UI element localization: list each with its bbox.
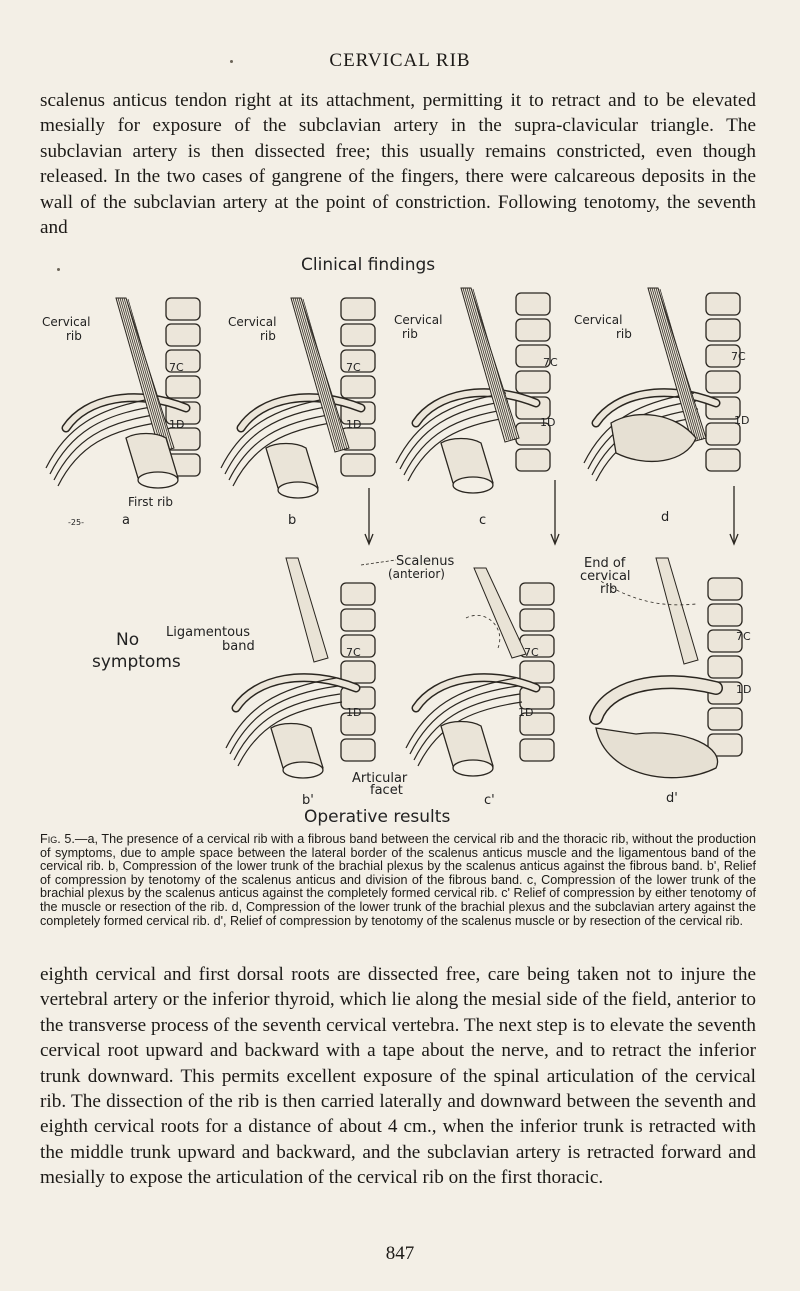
panel-c-prime-facet-1: Articular	[352, 771, 408, 786]
scalenus-label-2: (anterior)	[388, 567, 445, 581]
panel-b-letter: b	[288, 513, 297, 528]
panel-c-prime-vert-upper: 7C	[524, 646, 539, 659]
panel-d-prime-end-2: cervical	[580, 569, 631, 584]
panel-d-prime-end-1: End of	[584, 556, 626, 571]
panel-a-vert-lower: 1D	[169, 418, 185, 431]
panel-c-label-1: Cervical	[394, 313, 443, 327]
figure-caption	[40, 833, 756, 928]
figure-top-heading: Clinical findings	[301, 255, 436, 275]
side-label-symptoms: symptoms	[92, 652, 181, 672]
running-title: CERVICAL RIB	[329, 50, 471, 71]
panel-c-letter: c	[479, 513, 487, 528]
panel-b-label-1: Cervical	[228, 315, 277, 329]
panel-d-letter: d	[661, 510, 670, 525]
panel-d-prime-end-3: rib	[600, 582, 618, 597]
panel-d-label-1: Cervical	[574, 313, 623, 327]
panel-b-prime	[166, 558, 375, 808]
body-paragraph-bottom: eighth cervical and first dorsal roots are dissected free, care being taken not to injure the vertebral artery or the inferior thyroid, which lie along the mesial side of the field, anterior to the transverse process of the seventh cervical vertebra. The next step is to elevate the seventh cervical root upward and backward with a tape about the nerve, and to retract the inferior trunk downward. This permits excellent exposure of the spinal articulation of the cervical rib. The dissection of the rib is then carried laterally and downward between the seventh and eighth cervical roots for a distance of about 4 cm., when the inferior trunk is retracted with the middle trunk upward and backward, and the subclavian artery is retracted forward and mesially to expose the articulation of the cervical rib on the first thoracic.	[40, 964, 756, 1189]
panel-c-prime-vert-lower: 1D	[518, 706, 534, 719]
panel-c	[394, 288, 558, 528]
panel-d-prime-vert-lower: 1D	[736, 683, 752, 696]
panel-d-prime-vert-upper: 7C	[736, 630, 751, 643]
panel-c-prime-facet-2: facet	[370, 783, 403, 798]
panel-a-vert-upper: 7C	[169, 361, 184, 374]
panel-c-vert-upper: 7C	[543, 356, 558, 369]
panel-b-prime-vert-lower: 1D	[346, 706, 362, 719]
panel-d-prime	[580, 556, 751, 806]
panel-d-prime-letter: d'	[666, 791, 678, 806]
scalenus-leader	[361, 560, 396, 565]
panel-b-prime-letter: b'	[302, 793, 314, 808]
panel-c-prime	[352, 568, 554, 808]
panel-a-letter: a	[122, 513, 130, 528]
panel-b-prime-ligament-2: band	[222, 639, 255, 654]
side-label-no: No	[116, 630, 140, 650]
panel-a	[42, 298, 200, 528]
panel-b-prime-ligament-1: Ligamentous	[166, 625, 251, 640]
panel-c-prime-letter: c'	[484, 793, 495, 808]
figure-bottom-heading: Operative results	[304, 807, 451, 827]
panel-d-vert-upper: 7C	[731, 350, 746, 363]
figure-5	[36, 248, 766, 830]
panel-c-label-2: rib	[402, 327, 418, 341]
page-number: 847	[385, 1243, 415, 1264]
panel-a-first-rib: First rib	[128, 495, 173, 509]
figure-caption-text: —a, The presence of a cervical rib with a fibrous band between the cervical rib and the thoracic rib, without the production of symptoms, due to ample space between the lateral border of the scalenus anticus muscle and the ligamentous band of the cervical rib. b, Compression of the lower trunk of the brachial plexus by the scalenus anticus against the fibrous band. b', Relief of compression by tenotomy of the scalenus anticus and division of the fibrous band. c, Compression of the lower trunk of the brachial plexus by the scalenus anticus against the completely formed cervical rib. c' Relief of compression by either tenotomy of the muscle or resection of the rib. d, Compression of the lower trunk of the brachial plexus and the subclavian artery against the completely formed cervical rib. d', Relief of compression by tenotomy of the scalenus muscle or by resection of the cervical rib.	[40, 832, 756, 928]
scalenus-label-1: Scalenus	[396, 554, 455, 569]
body-paragraph-top: scalenus anticus tendon right at its attachment, permitting it to retract and to be elevated mesially for exposure of the subclavian artery in the supra-clavicular triangle. The subclavian artery is then dissected free; this usually remains constricted, even though released. In the two cases of gangrene of the fingers, there were calcareous deposits in the wall of the subclavian artery at the point of constriction. Following tenotomy, the seventh and	[40, 90, 756, 239]
panel-d-label-2: rib	[616, 327, 632, 341]
panel-a-scale-note: -25-	[68, 518, 84, 527]
panel-b-label-2: rib	[260, 329, 276, 343]
panel-a-label-2: rib	[66, 329, 82, 343]
figure-caption-label: Fig. 5.	[40, 832, 75, 846]
panel-b-prime-vert-upper: 7C	[346, 646, 361, 659]
panel-a-label-1: Cervical	[42, 315, 91, 329]
figure-illustration	[36, 248, 766, 830]
panel-d-compressed-artery	[611, 415, 696, 462]
panel-b	[221, 298, 375, 528]
transition-arrows	[365, 480, 738, 544]
panel-b-vert-upper: 7C	[346, 361, 361, 374]
panel-c-vert-lower: 1D	[540, 416, 556, 429]
panel-d-vert-lower: 1D	[734, 414, 750, 427]
panel-d	[574, 288, 749, 525]
panel-b-vert-lower: 1D	[346, 418, 362, 431]
